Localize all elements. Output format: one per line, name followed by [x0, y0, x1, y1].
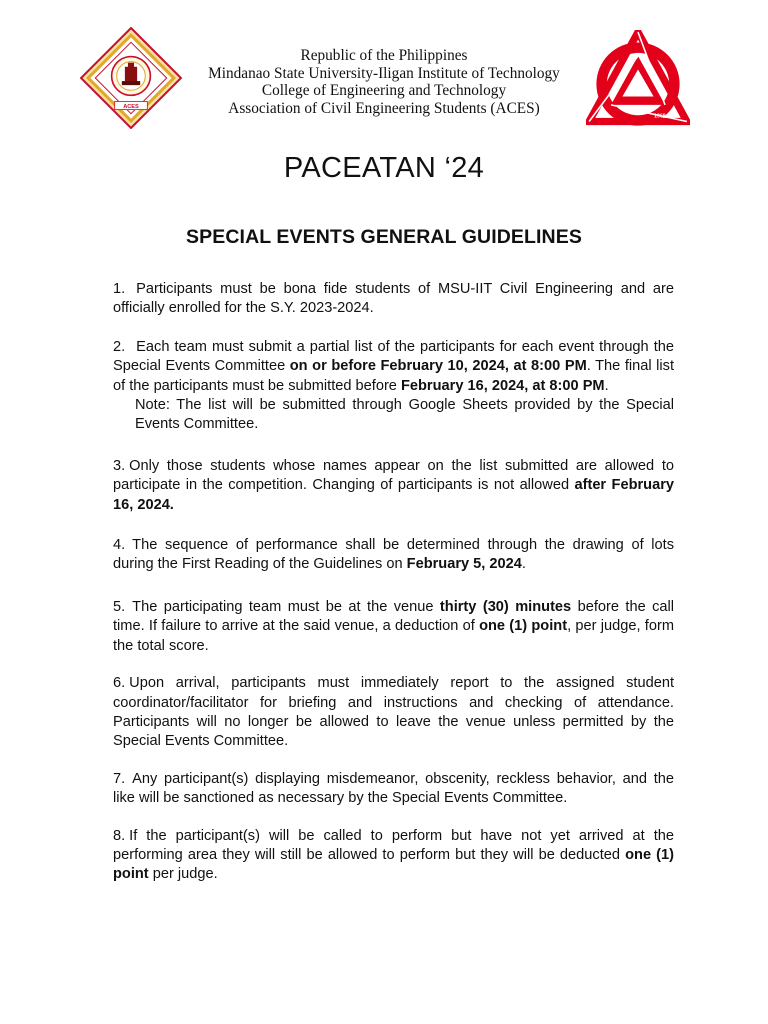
guideline-number: 4. [113, 537, 126, 554]
guideline-number: 3. [113, 457, 126, 474]
document-title: PACEATAN ‘24 [283, 152, 485, 184]
guideline-text: If the participant(s) will be called to perform but have not yet arrived at the performing area they will still be allowed to perform but they will be deducted [113, 827, 674, 863]
guideline-number: 8. [113, 827, 126, 844]
document-subtitle: SPECIAL EVENTS GENERAL GUIDELINES [186, 226, 582, 248]
guideline-text: , per judge, form the total score. [113, 618, 674, 654]
header-line-3: College of Engineering and Technology [261, 82, 507, 99]
guideline-emphasis: February 16, 2024, at 8:00 PM [400, 377, 605, 394]
guideline-number: 7. [113, 770, 126, 787]
guideline-emphasis: one (1) point [479, 618, 568, 635]
guideline-item-2 [113, 338, 674, 396]
guideline-text: Participants must be bona fide students of MSU-IIT Civil Engineering and are officially enrolled for the S.Y. 2023-2024. [113, 281, 674, 317]
guideline-text: before the call time. If failure to arrive at the said venue, a deduction of [113, 598, 675, 635]
guideline-text: . The final list of the participants must be submitted before [113, 358, 675, 394]
msu-iit-logo [586, 30, 690, 134]
header-line-4: Association of Civil Engineering Students (ACES) [228, 99, 540, 117]
guideline-number: 5. [113, 598, 126, 615]
guideline-emphasis: one (1) point [113, 846, 675, 883]
guideline-item-7 [113, 770, 674, 809]
guideline-item-3 [113, 457, 674, 515]
guideline-text: Each team must submit a partial list of the participants for each event through the Special Events Committee [113, 338, 674, 375]
guideline-emphasis: thirty (30) minutes [439, 598, 572, 615]
guideline-text: Only those students whose names appear on the list submitted are allowed to participate in the competition. Changing of participants is not allowed [113, 457, 674, 494]
guideline-text: Upon arrival, participants must immediately report to the assigned student coordinator/facilitator for briefing and instructions and checking of attendance. Participants will no longer be allowed to leave the venue unless permitted by the Special Events Committee. [113, 675, 674, 750]
guideline-item-6 [113, 674, 674, 752]
guideline-text: The participating team must be at the venue [132, 598, 440, 615]
guideline-number: 1. [113, 281, 126, 297]
guideline-note: Note: The list will be submitted through Google Sheets provided by the Special Events Committee. [135, 397, 674, 433]
aces-logo [80, 27, 182, 129]
guideline-text: Any participant(s) displaying misdemeanor, obscenity, reckless behavior, and the like will be sanctioned as necessary by the Special Events Committee. [113, 770, 674, 807]
guideline-emphasis: on or before February 10, 2024, at 8:00 PM [289, 358, 587, 375]
header-line-2: Mindanao State University-Iligan Institute of Technology [208, 64, 560, 82]
guideline-item-8 [113, 827, 674, 885]
guideline-item-4 [113, 536, 674, 575]
guidelines-list [113, 280, 674, 885]
guideline-emphasis: after February 16, 2024. [113, 477, 674, 513]
guideline-text: per judge. [148, 866, 218, 883]
header-line-1: Republic of the Philippines [300, 47, 468, 64]
guideline-text: . [604, 377, 609, 394]
guideline-number: 6. [113, 675, 126, 692]
guideline-item-5 [113, 598, 674, 656]
aces-logo-text: ACES [123, 104, 139, 111]
guideline-item-1 [113, 280, 674, 319]
guideline-text: . [521, 556, 526, 573]
msu-iit-logo-year: 1968 [654, 113, 666, 120]
guideline-text: The sequence of performance shall be determined through the drawing of lots during the First Reading of the Guidelines on [113, 537, 674, 573]
guideline-emphasis: February 5, 2024 [406, 556, 522, 573]
guideline-number: 2. [113, 338, 126, 355]
institution-header [190, 47, 578, 117]
